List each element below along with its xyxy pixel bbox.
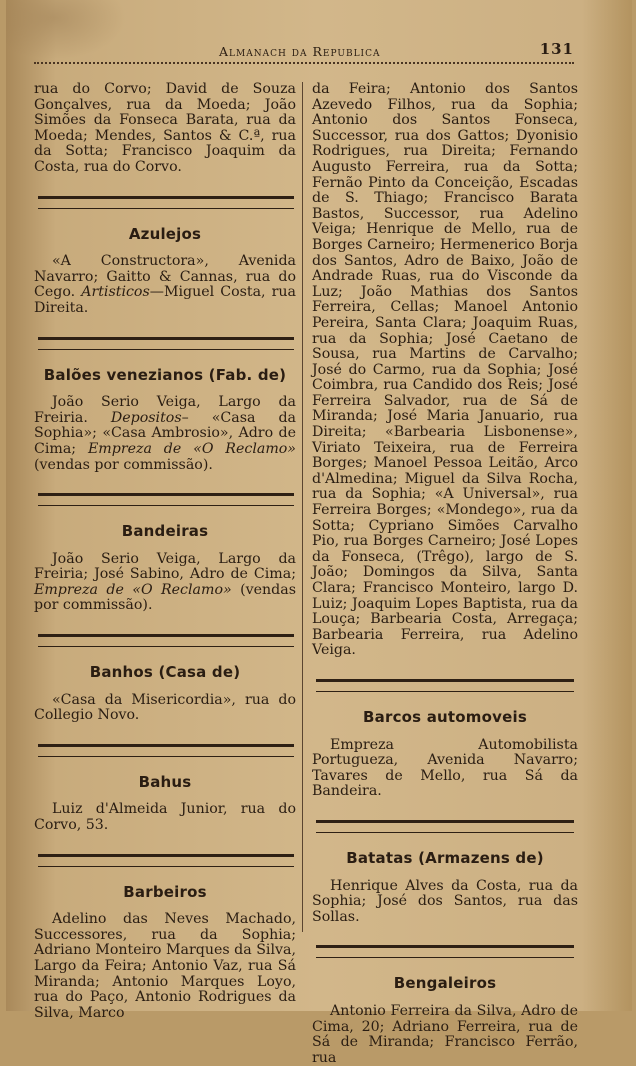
section-heading-batatas: Batatas (Armazens de) bbox=[346, 848, 544, 867]
section-text: Adelino das Neves Machado, Successores, rua da Sophia; Adriano Monteiro Marques da Silva, Largo da Feira; Antonio Vaz, rua Sá Miranda; Antonio Marques Loyo, rua do Paço, Antonio Rodrigues da Silva, Marco bbox=[34, 911, 296, 1021]
section-heading-banhos: Banhos (Casa de) bbox=[89, 663, 241, 682]
section-divider bbox=[38, 337, 294, 350]
section-divider bbox=[316, 820, 574, 833]
entry-text: «A Constructora», Avenida Navarro; Gaitto & Cannas, rua do Cego. bbox=[34, 253, 296, 301]
section-divider bbox=[316, 679, 574, 692]
section-heading-bahus: Bahus bbox=[138, 772, 192, 791]
section-text: Luiz d'Almeida Junior, rua do Corvo, 53. bbox=[34, 801, 296, 834]
section-divider bbox=[38, 634, 294, 647]
section-text bbox=[34, 552, 296, 614]
entry-text: João Serio Veiga, Largo da Freiria; José Sabino, Adro de Cima; bbox=[34, 550, 296, 583]
entry-text: —Miguel Costa, rua Direita. bbox=[34, 284, 296, 316]
section-divider bbox=[38, 196, 294, 209]
section-text bbox=[34, 395, 296, 473]
entry-text: – «Casa da Sophia»; «Casa Ambrosio», Adro de Cima; bbox=[34, 409, 297, 457]
continued-entry: rua do Corvo; David de Souza Gonçalves, rua da Moeda; João Simões da Fonseca Barata, rua da Moeda; Mendes, Santos & C.ª, rua da Sotta; Francisco Joaquim da Costa, rua do Corvo. bbox=[34, 81, 296, 175]
section-heading-bengaleiros: Bengaleiros bbox=[393, 974, 497, 993]
section-heading-azulejos: Azulejos bbox=[128, 224, 202, 243]
entry-label: Empreza de «O Reclamo» bbox=[87, 440, 296, 457]
header-rule bbox=[34, 62, 574, 64]
entry-label: Empreza de «O Reclamo» bbox=[34, 581, 232, 598]
section-text: Henrique Alves da Costa, rua da Sophia; José dos Santos, rua das Sollas. bbox=[312, 877, 578, 925]
page bbox=[6, 0, 632, 1066]
page-number: 131 bbox=[539, 40, 574, 58]
section-heading-barcos: Barcos automoveis bbox=[363, 707, 527, 726]
running-header bbox=[34, 40, 574, 60]
section-divider bbox=[38, 744, 294, 757]
section-text bbox=[34, 254, 296, 316]
section-divider bbox=[38, 854, 294, 867]
entry-text: João Serio Veiga, Largo da Freiria. bbox=[34, 394, 296, 426]
section-heading-baloes: Balões venezianos (Fab. de) bbox=[43, 365, 287, 384]
section-divider bbox=[316, 945, 574, 958]
header-title: Almanach da Republica bbox=[219, 44, 381, 59]
entry-label: Depositos bbox=[110, 409, 182, 426]
entry-text: (vendas por commissão). bbox=[34, 456, 213, 473]
section-heading-bandeiras: Bandeiras bbox=[121, 522, 209, 541]
section-heading-barbeiros: Barbeiros bbox=[123, 882, 207, 901]
section-text: «Casa da Misericordia», rua do Collegio Novo. bbox=[34, 691, 296, 724]
column-rule bbox=[302, 82, 303, 932]
right-column bbox=[312, 82, 578, 1066]
entry-text: (vendas por commissão). bbox=[34, 581, 296, 614]
entry-label: Artisticos bbox=[81, 284, 150, 301]
section-text: Empreza Automobilista Portugueza, Avenida Navarro; Tavares de Mello, rua Sá da Bandeira. bbox=[312, 736, 578, 800]
section-divider bbox=[38, 493, 294, 506]
continued-entry: da Feira; Antonio dos Santos Azevedo Filhos, rua da Sophia; Antonio dos Santos Fonseca, Successor, rua dos Gattos; Dyonisio Rodrigues, rua Direita; Fernando Augusto Ferreira, rua da Sotta; Fernão Pinto da Conceição, Escadas de S. Thiago; Francisco Barata Bastos, Successor, rua Adelino Veiga; Henrique de Mello, rua de Borges Carneiro; Hermenerico Borja dos Santos, Adro de Baixo, João de Andrade Ruas, rua do Visconde da Luz; João Mathias dos Santos Ferreira, Cellas; Manoel Antonio Pereira, Santa Clara; Joaquim Ruas, rua da Sophia; José Caetano de Sousa, rua Martins de Carvalho; José do Carmo, rua da Sophia; José Coimbra, rua Candido dos Reis; José Ferreira Salvador, rua de Sá de Miranda; José Maria Januario, rua Direita; «Barbearia Lisbonense», Viriato Teixeira, rua de Ferreira Borges; Manoel Pessoa Leitão, Arco d'Almedina; Miguel da Silva Rocha, rua da Sophia; «A Universal», rua Ferreira Borges; «Mondego», rua da Sotta; Cypriano Simões Carvalho Pio, rua Borges Carneiro; José Lopes da Fonseca, (Trêgo), largo de S. João; Domingos da Silva, Santa Clara; Francisco Monteiro, largo D. Luiz; Joaquim Lopes Baptista, rua da Louça; Barbearia Costa, Arregaça; Barbearia Ferreira, rua Adelino Veiga. bbox=[312, 81, 578, 659]
section-text: Antonio Ferreira da Silva, Adro de Cima, 20; Adriano Ferreira, rua de Sá de Miranda; Francisco Ferrão, rua bbox=[312, 1002, 578, 1066]
left-column bbox=[34, 82, 296, 1021]
